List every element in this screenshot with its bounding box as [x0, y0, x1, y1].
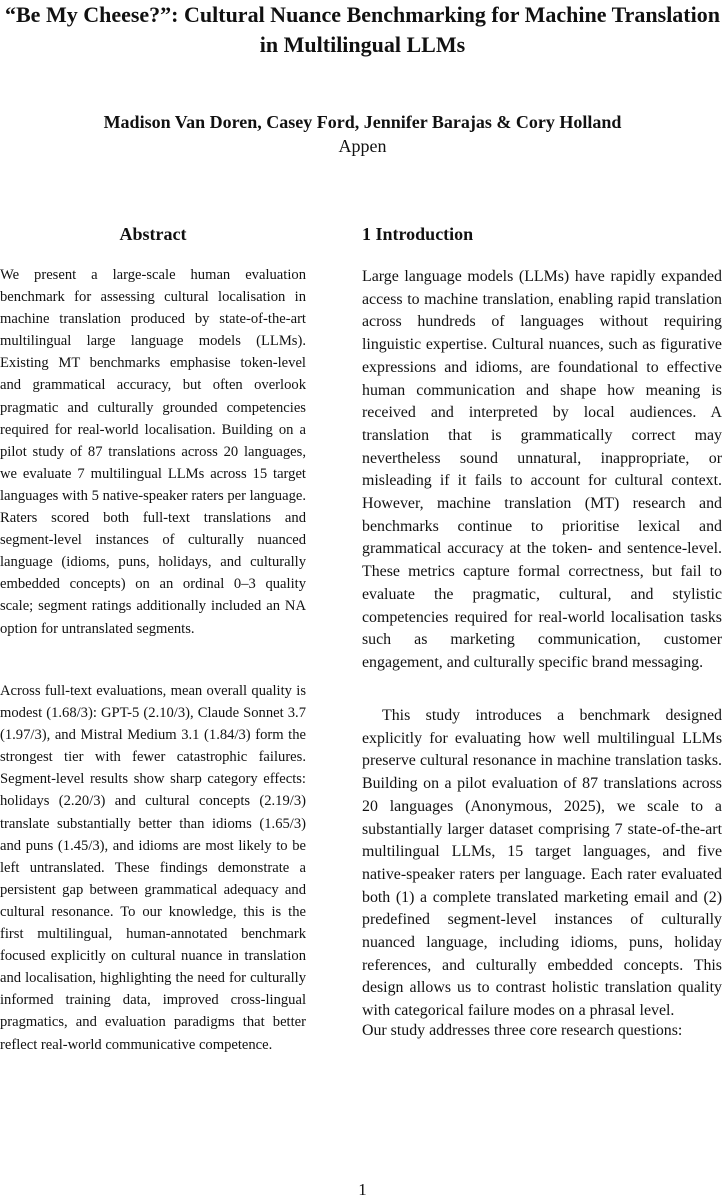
author-list: Madison Van Doren, Casey Ford, Jennifer Barajas & Cory Holland	[103, 112, 622, 132]
abstract-paragraph: Across full-text evaluations, mean overall quality is modest (1.68/3): GPT-5 (2.10/3), Claude Sonnet 3.7 (1.97/3), and Mistral Medium 3.1 (1.84/3) form the strongest tier with fewer catastrophic failures. Segment-level results show sharp category effects: holidays (2.20/3) and cultural concepts (2.19/3) translate substantially better than idioms (1.65/3) and puns (1.45/3), and idioms are most likely to be left untranslated. These findings demonstrate a persistent gap between grammatical adequacy and cultural resonance. To our knowledge, this is the first multilingual, human-annotated benchmark focused explicitly on cultural nuance in translation and localisation, highlighting the need for culturally informed training data, improved cross-lingual pragmatics, and evaluation paradigms that better reflect real-world communicative competence.	[0, 683, 306, 1053]
abstract-paragraph: We present a large-scale human evaluation benchmark for assessing cultural localisation in machine translation produced by state-of-the-art multilingual large language models (LLMs). Existing MT benchmarks emphasise token-level and grammatical accuracy, but often overlook pragmatic and culturally grounded competencies required for real-world localisation. Building on a pilot study of 87 translations across 20 languages, we evaluate 7 multilingual LLMs across 15 target languages with 5 native-speaker raters per language. Raters scored both full-text translations and segment-level instances of culturally nuanced language (idioms, puns, holidays, and culturally embedded concepts) on an ordinal 0–3 quality scale; segment ratings additionally included an NA option for untranslated segments.	[0, 267, 306, 637]
paper-title: “Be My Cheese?”: Cultural Nuance Benchmarking for Machine Translation in Multilingual LLMs	[5, 2, 720, 57]
introduction-paragraph: This study introduces a benchmark designed explicitly for evaluating how well multilingual LLMs preserve cultural resonance in machine translation tasks. Building on a pilot evaluation of 87 translations across 20 languages (Anonymous, 2025), we scale to a substantially larger dataset comprising 7 state-of-the-art multilingual LLMs, 15 target languages, and five native-speaker raters per language. Each rater evaluated both (1) a complete translated marketing email and (2) predefined segment-level instances of culturally nuanced language, including idioms, puns, holiday references, and culturally embedded concepts. This design allows us to contrast holistic translation quality with categorical failure modes on a phrasal level.	[362, 707, 722, 1020]
affiliation: Appen	[338, 136, 387, 156]
page-number: 1	[358, 1180, 367, 1199]
introduction-heading: 1 Introduction	[362, 224, 474, 244]
abstract-heading: Abstract	[119, 224, 187, 244]
introduction-paragraph: Our study addresses three core research questions:	[362, 1022, 683, 1039]
introduction-paragraph: Large language models (LLMs) have rapidly expanded access to machine translation, enabling rapid translation across hundreds of languages without requiring linguistic expertise. Cultural nuances, such as figurative expressions and idioms, are foundational to effective human communication and shape how meaning is received and interpreted by local audiences. A translation that is grammatically correct may nevertheless sound unnatural, inappropriate, or misleading if it fails to account for cultural context. However, machine translation (MT) research and benchmarks continue to prioritise lexical and grammatical accuracy at the token- and sentence-level. These metrics capture formal correctness, but fail to evaluate the pragmatic, cultural, and stylistic competencies required for real-world localisation tasks such as marketing communication, customer engagement, and culturally specific brand messaging.	[362, 268, 722, 671]
